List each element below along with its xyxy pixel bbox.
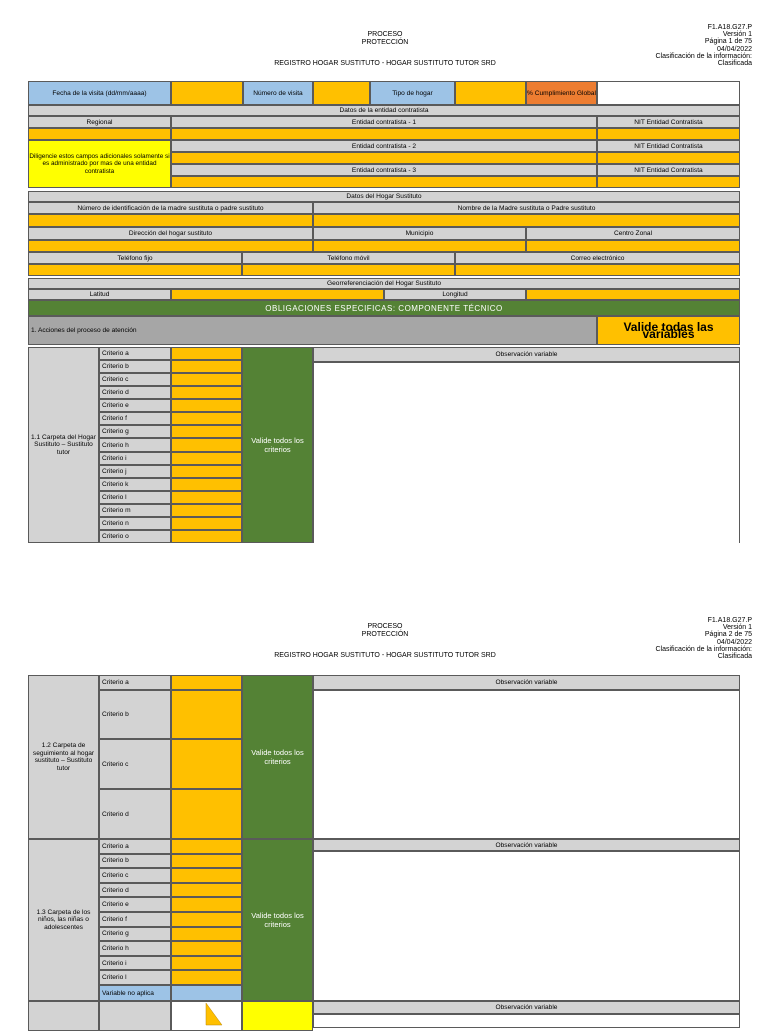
direccion-input[interactable] <box>28 240 313 252</box>
variable-no-aplica-label: Variable no aplica <box>99 985 171 1001</box>
criterion-row: Criterio o <box>99 530 171 543</box>
criterion-row: Criterio h <box>99 941 171 956</box>
section-1-2-obs-title: Observación variable <box>313 675 740 690</box>
obligaciones-band: OBLIGACIONES ESPECIFICAS: COMPONENTE TÉCNICO <box>28 300 740 316</box>
criterion-input[interactable] <box>171 386 242 399</box>
criterion-input[interactable] <box>171 868 242 883</box>
additional-entities-note: Diligencie estos campos adicionales solamente si es administrado por mas de una entidad contratista <box>28 140 171 188</box>
longitud-input[interactable] <box>526 289 740 300</box>
classification-value: Clasificada <box>717 60 752 68</box>
form-version: Versión 1 <box>722 624 752 632</box>
centro-zonal-label: Centro Zonal <box>526 227 740 240</box>
form-code: F1.A18.G27.P <box>707 24 752 31</box>
criterion-input[interactable] <box>171 452 242 465</box>
nit-2-input[interactable] <box>597 152 740 164</box>
criterion-input[interactable] <box>171 690 242 739</box>
fecha-visita-label: Fecha de la visita (dd/mm/aaaa) <box>28 81 171 105</box>
page2-header-right <box>600 617 752 660</box>
criterion-input[interactable] <box>171 399 242 412</box>
criterion-row: Criterio b <box>99 854 171 869</box>
criterion-row: Criterio c <box>99 373 171 386</box>
header-form-title: REGISTRO HOGAR SUSTITUTO - HOGAR SUSTITUTO TUTOR SRD <box>274 652 496 659</box>
criterion-input[interactable] <box>171 425 242 438</box>
regional-label: Regional <box>28 116 171 128</box>
identificacion-input[interactable] <box>28 214 313 227</box>
nit-1-label: NIT Entidad Contratista <box>597 116 740 128</box>
criterion-row: Criterio d <box>99 789 171 839</box>
telefono-fijo-input[interactable] <box>28 264 242 276</box>
criterion-input[interactable] <box>171 478 242 491</box>
criterion-row: Criterio f <box>99 412 171 425</box>
criterion-input[interactable] <box>171 789 242 839</box>
section-1-1-valide[interactable]: Valide todos los criterios <box>242 347 313 543</box>
entidad-2-label: Entidad contratista - 2 <box>171 140 597 152</box>
latitud-input[interactable] <box>171 289 384 300</box>
variable-no-aplica-input[interactable] <box>171 985 242 1001</box>
telefono-movil-input[interactable] <box>242 264 455 276</box>
criterion-row: Criterio n <box>99 517 171 530</box>
header-proteccion: PROTECCIÓN <box>361 39 409 46</box>
entidad-3-input[interactable] <box>171 176 597 188</box>
criterion-input[interactable] <box>171 465 242 478</box>
form-date: 04/04/2022 <box>716 638 752 646</box>
criterion-row: Criterio i <box>99 956 171 971</box>
correo-label: Correo electrónico <box>455 252 740 264</box>
georef-title: Georreferenciación del Hogar Sustituto <box>28 278 740 289</box>
criterion-row: Criterio a <box>99 839 171 854</box>
section-1-2-label: 1.2 Carpeta de seguimiento al hogar sustituto – Sustituto tutor <box>28 675 99 839</box>
classification-value: Clasificada <box>717 653 752 661</box>
latitud-label: Latitud <box>28 289 171 300</box>
criterion-input[interactable] <box>171 970 242 985</box>
criterion-input[interactable] <box>171 927 242 942</box>
criterion-row: Criterio a <box>99 347 171 360</box>
section-1-3-label: 1.3 Carpeta de los niños, las niñas o adolescentes <box>28 839 99 1001</box>
criterion-input[interactable] <box>171 897 242 912</box>
centro-zonal-input[interactable] <box>526 240 740 252</box>
regional-input[interactable] <box>28 128 171 140</box>
dropdown-triangle-icon <box>204 1003 224 1027</box>
classification-label: Clasificación de la información: <box>655 52 752 60</box>
nit-3-input[interactable] <box>597 176 740 188</box>
criterion-input[interactable] <box>171 739 242 789</box>
criterion-row: Criterio d <box>99 386 171 399</box>
valide-variables-label[interactable]: Valide todas las variables <box>597 316 740 345</box>
acciones-section-label: 1. Acciones del proceso de atención <box>28 316 597 345</box>
nit-1-input[interactable] <box>597 128 740 140</box>
criterion-row: Criterio e <box>99 399 171 412</box>
entidad-2-input[interactable] <box>171 152 597 164</box>
telefono-movil-label: Teléfono móvil <box>242 252 455 264</box>
telefono-fijo-label: Teléfono fijo <box>28 252 242 264</box>
criterion-input[interactable] <box>171 839 242 854</box>
section-1-4-valide[interactable] <box>242 1001 313 1031</box>
section-1-4-input[interactable] <box>171 1001 242 1031</box>
criterion-row: Criterio h <box>99 438 171 451</box>
criterion-input[interactable] <box>171 912 242 927</box>
criterion-input[interactable] <box>171 883 242 898</box>
entidad-1-label: Entidad contratista - 1 <box>171 116 597 128</box>
criterion-row: Criterio b <box>99 360 171 373</box>
section-1-2-valide[interactable]: Valide todos los criterios <box>242 675 313 839</box>
section-1-1-label: 1.1 Carpeta del Hogar Sustituto – Sustituto tutor <box>28 347 99 543</box>
criterion-input[interactable] <box>171 530 242 543</box>
criterion-row: Criterio b <box>99 690 171 739</box>
cumplimiento-global-value <box>597 81 740 105</box>
criterion-row: Criterio c <box>99 739 171 789</box>
nombre-madre-label: Nombre de la Madre sustituta o Padre sustituto <box>313 202 740 214</box>
criterion-row: Criterio f <box>99 912 171 927</box>
nit-2-label: NIT Entidad Contratista <box>597 140 740 152</box>
criterion-input[interactable] <box>171 504 242 517</box>
section-1-2-obs-input[interactable] <box>313 690 740 839</box>
criterion-row: Criterio l <box>99 491 171 504</box>
municipio-label: Municipio <box>313 227 526 240</box>
fecha-visita-input[interactable] <box>171 81 243 105</box>
criterion-input[interactable] <box>171 373 242 386</box>
criterion-row: Criterio g <box>99 425 171 438</box>
criterion-row: Criterio a <box>99 675 171 690</box>
criterion-row: Criterio l <box>99 970 171 985</box>
section-1-4-obs-title: Observación variable <box>313 1001 740 1014</box>
page1-header-right <box>600 24 752 67</box>
criterion-row: Criterio i <box>99 452 171 465</box>
cumplimiento-global-label: % Cumplimiento Global <box>526 81 597 105</box>
identificacion-label: Número de identificación de la madre sustituta o padre sustituto <box>28 202 313 214</box>
header-proceso: PROCESO <box>367 31 403 38</box>
numero-visita-input[interactable] <box>313 81 370 105</box>
header-form-title: REGISTRO HOGAR SUSTITUTO - HOGAR SUSTITUTO TUTOR SRD <box>274 60 496 67</box>
entidad-3-label: Entidad contratista - 3 <box>171 164 597 176</box>
header-proceso: PROCESO <box>367 623 403 630</box>
numero-visita-label: Número de visita <box>243 81 313 105</box>
page-number: Página 1 de 75 <box>704 38 752 46</box>
section-1-3-valide[interactable]: Valide todos los criterios <box>242 839 313 1001</box>
criterion-row: Criterio k <box>99 478 171 491</box>
longitud-label: Longitud <box>384 289 526 300</box>
page2-header-center <box>230 623 540 660</box>
criterion-input[interactable] <box>171 491 242 504</box>
nit-3-label: NIT Entidad Contratista <box>597 164 740 176</box>
header-proteccion: PROTECCIÓN <box>361 631 409 638</box>
classification-label: Clasificación de la información: <box>655 645 752 653</box>
page-number: Página 2 de 75 <box>704 631 752 639</box>
section-1-4-obs-input[interactable] <box>313 1014 740 1028</box>
criterion-row: Criterio m <box>99 504 171 517</box>
criterion-input[interactable] <box>171 956 242 971</box>
criterion-row: Criterio j <box>99 465 171 478</box>
section-1-3-obs-title: Observación variable <box>313 839 740 851</box>
nombre-madre-input[interactable] <box>313 214 740 227</box>
criterion-input[interactable] <box>171 854 242 869</box>
criterion-row: Criterio c <box>99 868 171 883</box>
municipio-input[interactable] <box>313 240 526 252</box>
direccion-label: Dirección del hogar sustituto <box>28 227 313 240</box>
criterion-row: Criterio g <box>99 927 171 942</box>
section-1-3-obs-input[interactable] <box>313 851 740 1001</box>
criterion-input[interactable] <box>171 517 242 530</box>
correo-input[interactable] <box>455 264 740 276</box>
criterion-row: Criterio e <box>99 897 171 912</box>
form-code: F1.A18.G27.P <box>707 617 752 624</box>
tipo-hogar-label: Tipo de hogar <box>370 81 455 105</box>
form-date: 04/04/2022 <box>716 45 752 53</box>
criterion-input[interactable] <box>171 347 242 360</box>
criterion-input[interactable] <box>171 412 242 425</box>
criterion-input[interactable] <box>171 675 242 690</box>
tipo-hogar-input[interactable] <box>455 81 526 105</box>
section-1-1-obs-input[interactable] <box>313 362 740 543</box>
section-1-4-label <box>28 1001 99 1031</box>
hogar-section-title: Datos del Hogar Sustituto <box>28 191 740 202</box>
entidad-section-title: Datos de la entidad contratista <box>28 105 740 116</box>
page1-header-center <box>230 31 540 68</box>
criterion-input[interactable] <box>171 438 242 451</box>
criterion-input[interactable] <box>171 941 242 956</box>
section-1-4-criterion <box>99 1001 171 1031</box>
section-1-1-obs-title: Observación variable <box>313 347 740 362</box>
entidad-1-input[interactable] <box>171 128 597 140</box>
form-version: Versión 1 <box>722 31 752 39</box>
criterion-input[interactable] <box>171 360 242 373</box>
criterion-row: Criterio d <box>99 883 171 898</box>
